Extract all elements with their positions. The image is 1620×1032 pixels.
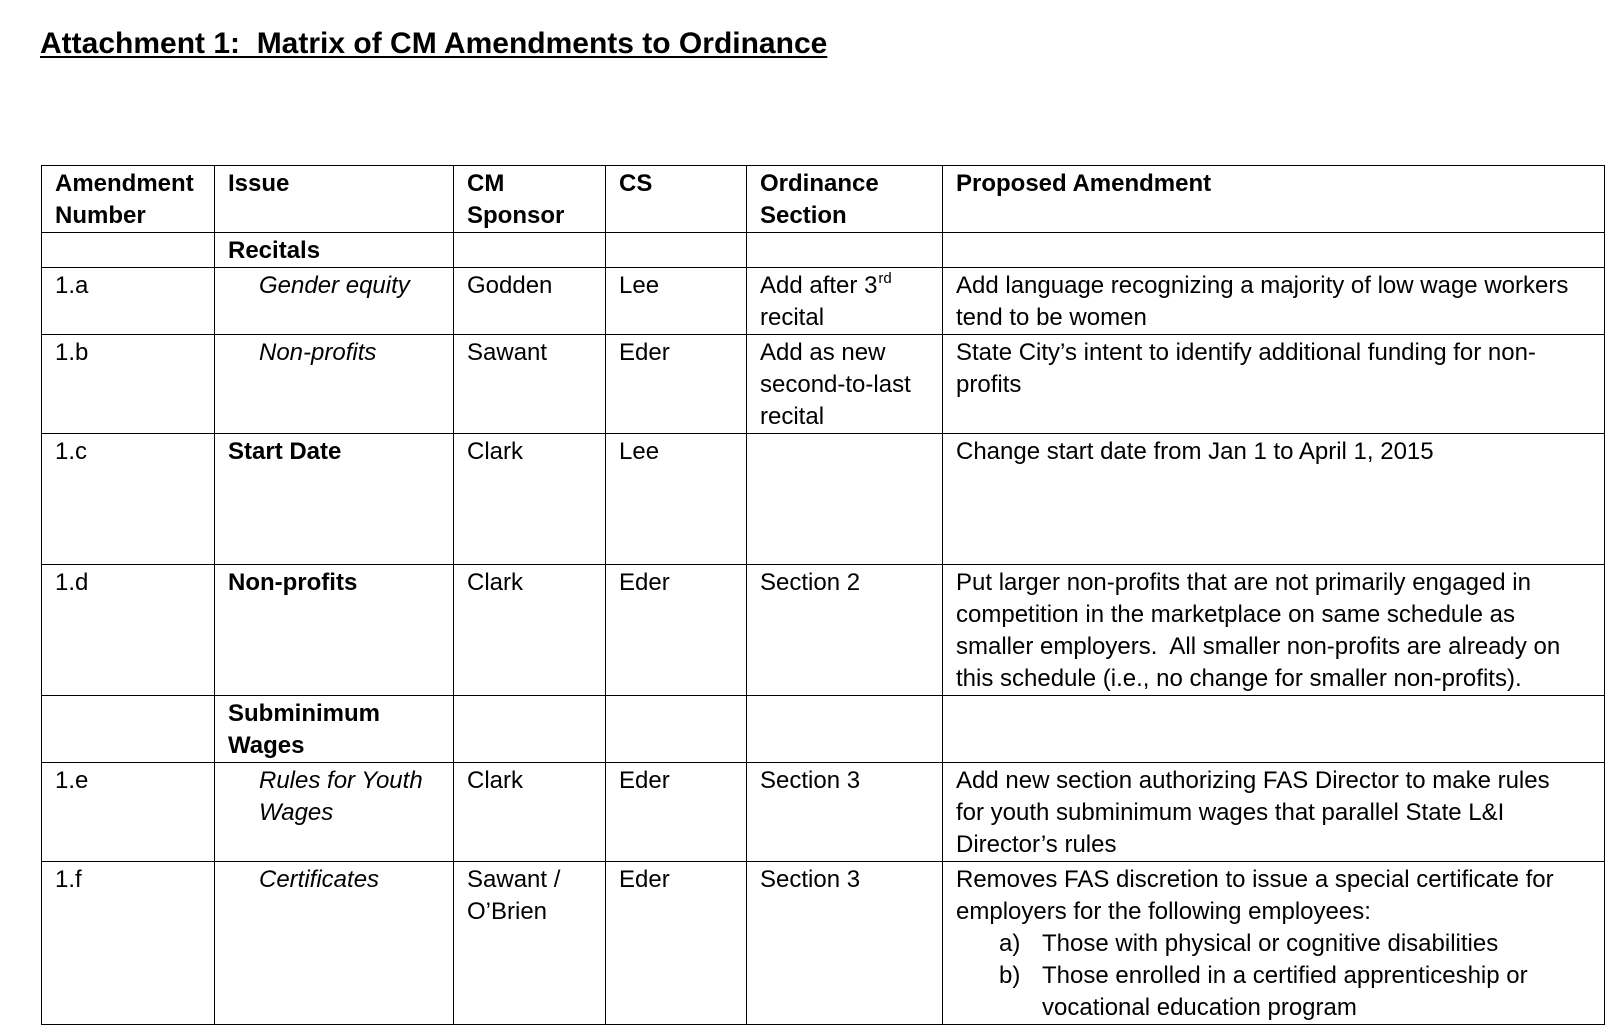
amendment-number-text: 1.e	[55, 766, 89, 794]
list-marker: a)	[999, 929, 1021, 957]
header-cs	[606, 166, 747, 233]
ordinal-superscript: rd	[878, 270, 892, 287]
proposed-amendment-text: Removes FAS discretion to issue a special certificate for	[956, 865, 1554, 893]
cs-cell	[606, 762, 747, 861]
proposed-amendment-text: tend to be women	[956, 304, 1147, 331]
table-row	[42, 335, 1605, 434]
proposed-amendment-cell	[943, 233, 1605, 268]
amendment-number-cell	[42, 762, 215, 861]
cs-text: Lee	[619, 438, 660, 465]
cs-text: Eder	[619, 865, 670, 893]
header-proposed-amendment	[943, 166, 1605, 233]
cm-sponsor-text: Clark	[467, 438, 524, 465]
ordinance-section-text: Section 3	[760, 865, 861, 893]
cm-sponsor-text: O’Brien	[467, 897, 548, 925]
header-amendment-number	[42, 166, 215, 233]
cs-cell	[606, 861, 747, 1024]
list-item-text: Those enrolled in a certified apprenticeship or	[1042, 961, 1528, 989]
proposed-amendment-cell	[943, 434, 1605, 565]
cs-cell	[606, 233, 747, 268]
header-issue	[215, 166, 454, 233]
cm-sponsor-text: Godden	[467, 272, 553, 299]
ordinance-section-cell	[747, 233, 943, 268]
proposed-amendment-cell	[943, 564, 1605, 695]
header-ordinance-section-text: Ordinance	[760, 170, 879, 197]
list-item	[956, 928, 1598, 960]
cm-sponsor-cell	[454, 861, 606, 1024]
issue-category-text: Subminimum	[228, 699, 381, 727]
proposed-amendment-cell	[943, 268, 1605, 335]
ordinance-section-text: second-to-last	[760, 371, 911, 398]
cs-cell	[606, 434, 747, 565]
issue-subitem-text: Non-profits	[259, 339, 377, 366]
issue-cell	[215, 861, 454, 1024]
amendment-number-cell	[42, 268, 215, 335]
ordinance-section-text: recital	[760, 403, 825, 430]
amendment-number-cell	[42, 335, 215, 434]
cm-sponsor-cell	[454, 762, 606, 861]
issue-cell	[215, 564, 454, 695]
issue-category-text: Recitals	[228, 237, 321, 264]
issue-cell	[215, 695, 454, 762]
ordinance-section-cell	[747, 695, 943, 762]
issue-cell	[215, 233, 454, 268]
cm-sponsor-cell	[454, 268, 606, 335]
proposed-amendment-text: this schedule (i.e., no change for smaller non-profits).	[956, 664, 1522, 692]
issue-subitem-text: Certificates	[259, 865, 380, 893]
ordinance-section-cell	[747, 335, 943, 434]
cm-sponsor-cell	[454, 695, 606, 762]
header-amendment-number-text: Number	[55, 202, 146, 229]
table-row	[42, 861, 1605, 1024]
cs-text: Eder	[619, 339, 670, 366]
amendment-number-cell	[42, 233, 215, 268]
proposed-amendment-cell	[943, 861, 1605, 1024]
proposed-amendment-text: smaller employers. All smaller non-profits are already on	[956, 632, 1561, 660]
cs-text: Eder	[619, 766, 670, 794]
table-row	[42, 434, 1605, 565]
list-item	[956, 960, 1598, 992]
proposed-amendment-text: State City’s intent to identify additional funding for non-	[956, 339, 1536, 366]
table-row	[42, 762, 1605, 861]
issue-cell	[215, 335, 454, 434]
header-cm-sponsor	[454, 166, 606, 233]
issue-subitem-text: Wages	[259, 798, 334, 826]
issue-subitem-text: Gender equity	[259, 272, 410, 299]
ordinance-section-cell	[747, 268, 943, 335]
table-row	[42, 695, 1605, 762]
document-title: Attachment 1: Matrix of CM Amendments to Ordinance	[40, 27, 828, 60]
ordinance-section-line	[760, 270, 936, 302]
proposed-amendment-cell	[943, 762, 1605, 861]
amendment-number-text: 1.a	[55, 272, 89, 299]
amendment-number-cell	[42, 564, 215, 695]
header-ordinance-section-text: Section	[760, 202, 847, 229]
ordinance-section-cell	[747, 861, 943, 1024]
list-item-continuation: vocational education program	[1042, 993, 1357, 1021]
ordinance-section-text: recital	[760, 304, 825, 331]
header-issue-text: Issue	[228, 170, 290, 197]
amendment-number-text: 1.d	[55, 568, 89, 596]
cm-sponsor-cell	[454, 335, 606, 434]
proposed-amendment-text: Add new section authorizing FAS Director to make rules	[956, 766, 1550, 794]
issue-cell	[215, 268, 454, 335]
amendment-number-cell	[42, 695, 215, 762]
ordinance-section-cell	[747, 434, 943, 565]
header-cs-text: CS	[619, 170, 653, 197]
cs-text: Eder	[619, 568, 670, 596]
cm-sponsor-text: Clark	[467, 766, 524, 794]
header-cm-sponsor-text: CM	[467, 170, 505, 197]
table-row	[42, 564, 1605, 695]
amendment-number-text: 1.f	[55, 865, 82, 893]
cs-cell	[606, 268, 747, 335]
list-item-text: Those with physical or cognitive disabilities	[1042, 929, 1499, 957]
ordinance-section-text: Section 3	[760, 766, 861, 794]
list-marker: b)	[999, 961, 1021, 989]
header-cm-sponsor-text: Sponsor	[467, 202, 565, 229]
proposed-amendment-text: for youth subminimum wages that parallel State L&I	[956, 798, 1505, 826]
table-header-row	[42, 166, 1605, 233]
cs-text: Lee	[619, 272, 660, 299]
cm-sponsor-cell	[454, 434, 606, 565]
proposed-amendment-text: Put larger non-profits that are not primarily engaged in	[956, 568, 1531, 596]
table-row	[42, 233, 1605, 268]
table-row	[42, 268, 1605, 335]
proposed-amendment-text: profits	[956, 371, 1022, 398]
proposed-amendment-text: competition in the marketplace on same schedule as	[956, 600, 1515, 628]
cs-cell	[606, 695, 747, 762]
cm-sponsor-text: Sawant	[467, 339, 548, 366]
ordinance-section-text: Add as new	[760, 339, 886, 366]
cs-cell	[606, 335, 747, 434]
amendment-number-text: 1.b	[55, 339, 89, 366]
amendments-matrix-table	[41, 165, 1605, 1025]
issue-category-text: Start Date	[228, 438, 342, 465]
table-body	[42, 166, 1605, 1025]
proposed-amendment-text: Add language recognizing a majority of low wage workers	[956, 272, 1569, 299]
cm-sponsor-text: Sawant /	[467, 865, 561, 893]
cm-sponsor-cell	[454, 233, 606, 268]
issue-subitem-text: Rules for Youth	[259, 766, 423, 794]
proposed-amendment-text: Change start date from Jan 1 to April 1, 2015	[956, 438, 1434, 465]
header-ordinance-section	[747, 166, 943, 233]
header-proposed-amendment-text: Proposed Amendment	[956, 170, 1212, 197]
proposed-amendment-text: Director’s rules	[956, 830, 1117, 858]
proposed-amendment-cell	[943, 695, 1605, 762]
ordinance-section-text: Add after 3	[760, 272, 878, 299]
cs-cell	[606, 564, 747, 695]
issue-category-text: Wages	[228, 731, 305, 759]
header-amendment-number-text: Amendment	[55, 170, 194, 197]
issue-cell	[215, 762, 454, 861]
cm-sponsor-text: Clark	[467, 568, 524, 596]
proposed-amendment-text: employers for the following employees:	[956, 897, 1371, 925]
ordinance-section-text: Section 2	[760, 568, 861, 596]
amendment-number-text: 1.c	[55, 438, 88, 465]
issue-cell	[215, 434, 454, 565]
issue-category-text: Non-profits	[228, 568, 358, 596]
ordinance-section-cell	[747, 564, 943, 695]
amendment-number-cell	[42, 861, 215, 1024]
proposed-amendment-cell	[943, 335, 1605, 434]
ordinance-section-cell	[747, 762, 943, 861]
amendment-number-cell	[42, 434, 215, 565]
cm-sponsor-cell	[454, 564, 606, 695]
